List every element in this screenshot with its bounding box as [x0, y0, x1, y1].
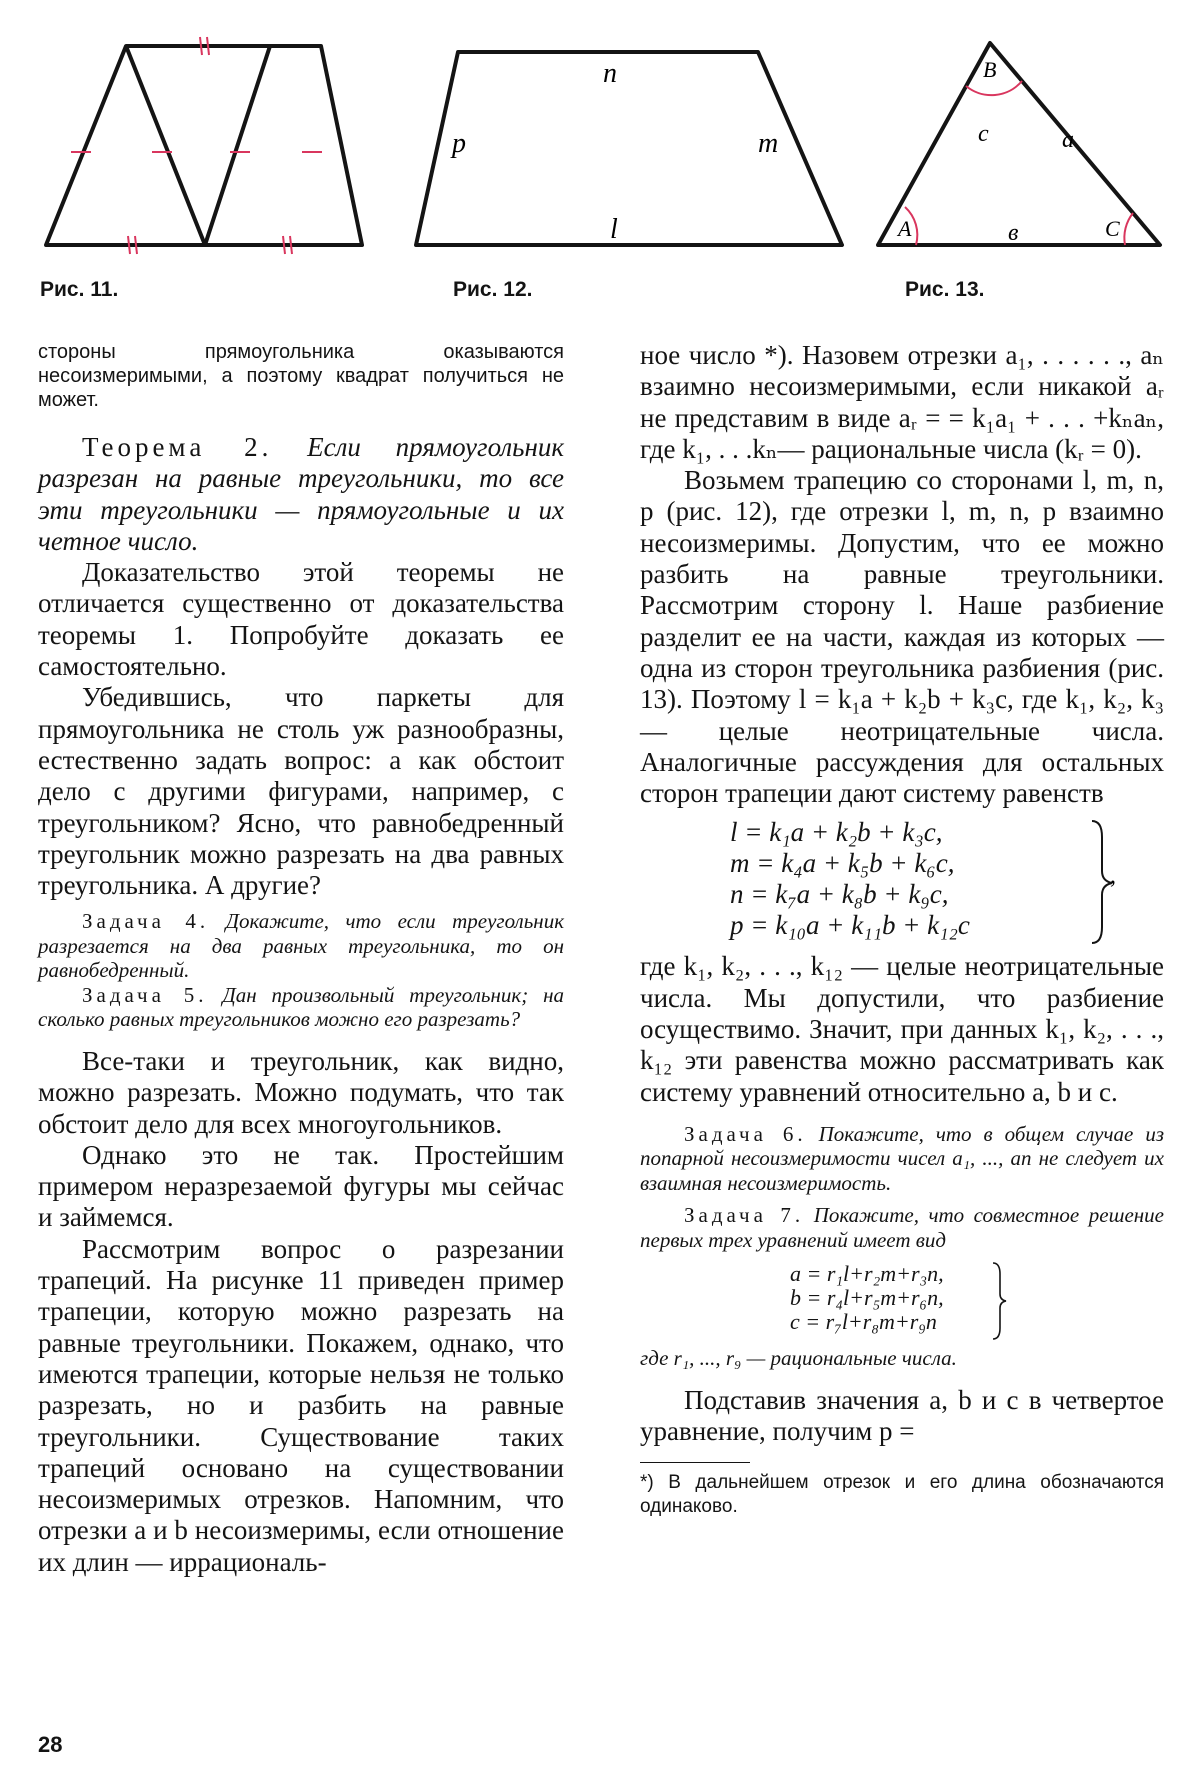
equation-1: l = k₁a + k₂b + k₃c, [730, 817, 943, 848]
equation-system [640, 817, 1164, 947]
figure-11-caption: Рис. 11. [40, 278, 119, 301]
side-label-b: в [1008, 220, 1019, 246]
paragraph: Доказательство этой теоремы не отличается существенно от доказательства теоремы 1. Попробуйте доказать ее самостоятельно. [38, 557, 564, 682]
paragraph: Подставив значения a, b и c в четвертое уравнение, получим p = [640, 1384, 1164, 1447]
left-column [38, 340, 564, 1578]
task-text: Покажите, что совместное решение первых трех уравнений имеет вид [640, 1203, 1165, 1252]
side-label-m: m [758, 128, 779, 159]
figure-11-trapezoid [40, 30, 370, 255]
solution-2: b = r₄l+r₅m+r₆n, [790, 1285, 944, 1311]
footnote: *) В дальнейшем отрезок и его длина обозначаются одинаково. [640, 1471, 1164, 1517]
intro-paragraph: стороны прямоугольника оказываются несоизмеримыми, а поэтому квадрат получиться не может. [38, 341, 564, 411]
task-text: Дан произвольный треугольник; на сколько равных треугольников можно его разрезать? [38, 982, 564, 1032]
footnote-rule [640, 1462, 750, 1463]
equation-3: n = k₇a + k₈b + k₉c, [730, 879, 949, 910]
figure-13-caption: Рис. 13. [905, 278, 985, 301]
solution-brace [990, 1260, 1010, 1342]
figure-11 [40, 30, 370, 301]
solution-1: a = r₁l+r₂m+r₃n, [790, 1261, 944, 1287]
side-label-c: c [978, 121, 989, 147]
task-4 [38, 909, 564, 983]
paragraph: Однако это не так. Простейшим примером неразрезаемой фугуры мы сейчас и займемся. [38, 1139, 564, 1233]
side-label-l: l [610, 214, 618, 245]
solution-3: c = r₇l+r₈m+r₉n [790, 1309, 937, 1335]
task-7-note [640, 1346, 1164, 1371]
task-label: Задача 7. [684, 1203, 805, 1228]
figure-13-triangle [870, 35, 1170, 255]
paragraph: Убедившись, что паркеты для прямоугольника не столь уж разнообразны, естественно задать вопрос: а как обстоит дело с другими фигурами, например, с треугольником? Ясно, что равнобедренный треугольник можно разрезать на два равных треугольника. А другие? [38, 682, 564, 901]
vertex-label-C: C [1105, 216, 1120, 241]
task-label: Задача 4. [82, 909, 210, 934]
equation-4: p = k₁₀a + k₁₁b + k₁₂c [730, 910, 970, 941]
paragraph: ное число *). Назовем отрезки a₁, . . . . . ., aₙ взаимно несоизмеримыми, если никакой aᵣ не представим в виде aᵣ = = k₁a₁ + . . . +kₙaₙ, где k₁, . . .kₙ— рациональные числа (kᵣ = 0). [640, 340, 1164, 464]
task-6 [640, 1122, 1164, 1196]
theorem-label: Теорема 2. [82, 432, 273, 462]
solution-system [640, 1258, 1164, 1340]
task-7 [640, 1203, 1164, 1252]
right-brace [1088, 817, 1118, 947]
task-label: Задача 5. [82, 982, 208, 1007]
task-7-note-text: где r₁, ..., r₉ — рациональные числа. [640, 1346, 957, 1371]
paragraph: Все-таки и треугольник, как видно, можно разрезать. Можно подумать, что так обстоит дело для всех многоугольников. [38, 1045, 564, 1139]
paragraph: Рассмотрим вопрос о разрезании трапеций. На рисунке 11 приведен пример трапеции, которую можно разрезать на равные треугольники. Покажем, однако, что имеются трапеции, которые нельзя не только разрезать, но и разбить на равные треугольники. Существование таких трапеций основано на существовании несоизмеримых отрезков. Напомним, что отрезки a и b несоизмеримы, если отношение их длин — иррациональ- [38, 1233, 564, 1577]
paragraph: где k₁, k₂, . . ., k₁₂ — целые неотрицательные числа. Мы допустили, что разбиение осуществимо. Значит, при данных k₁, k₂, . . ., k₁₂ эти равенства можно рассматривать как систему уравнений относительно a, b и c. [640, 951, 1164, 1107]
side-label-p: p [452, 128, 466, 159]
side-label-a: a [1062, 127, 1074, 153]
figure-12-trapezoid [410, 40, 850, 255]
vertex-label-B: B [983, 57, 997, 82]
task-text: Покажите, что в общем случае из попарной несоизмеримости чисел a₁, ..., an не следует их взаимная несоизмеримость. [640, 1121, 1165, 1195]
figure-13 [870, 35, 1170, 301]
equation-2: m = k₄a + k₅b + k₆c, [730, 848, 955, 879]
paragraph: Возьмем трапецию со сторонами l, m, n, p (рис. 12), где отрезки l, m, n, p взаимно несоизмеримы. Допустим, что ее можно разбить на равные треугольники. Рассмотрим сторону l. Наше разбиение разделит ее на части, каждая из которых — одна из сторон треугольника разбиения (рис. 13). Поэтому l = k₁a + k₂b + k₃c, где k₁, k₂, k₃ — целые неотрицательные числа. Аналогичные рассуждения для остальных сторон трапеции дают систему равенств [640, 465, 1164, 809]
figure-12 [410, 40, 850, 301]
task-5 [38, 983, 564, 1032]
svg-text:,: , [1110, 863, 1116, 890]
vertex-label-A: A [898, 216, 912, 241]
task-text: Докажите, что если треугольник разрезается на два равных треугольника, то он равнобедренный. [38, 909, 565, 983]
side-label-n: n [603, 58, 617, 89]
theorem-statement: Если прямоугольник разрезан на равные треугольники, то все эти треугольники — прямоугольные и их четное число. [38, 432, 564, 556]
figure-12-caption: Рис. 12. [453, 278, 533, 301]
theorem-2 [38, 432, 564, 557]
right-column [640, 340, 1164, 1519]
task-label: Задача 6. [684, 1121, 807, 1146]
page-number: 28 [38, 1732, 63, 1757]
